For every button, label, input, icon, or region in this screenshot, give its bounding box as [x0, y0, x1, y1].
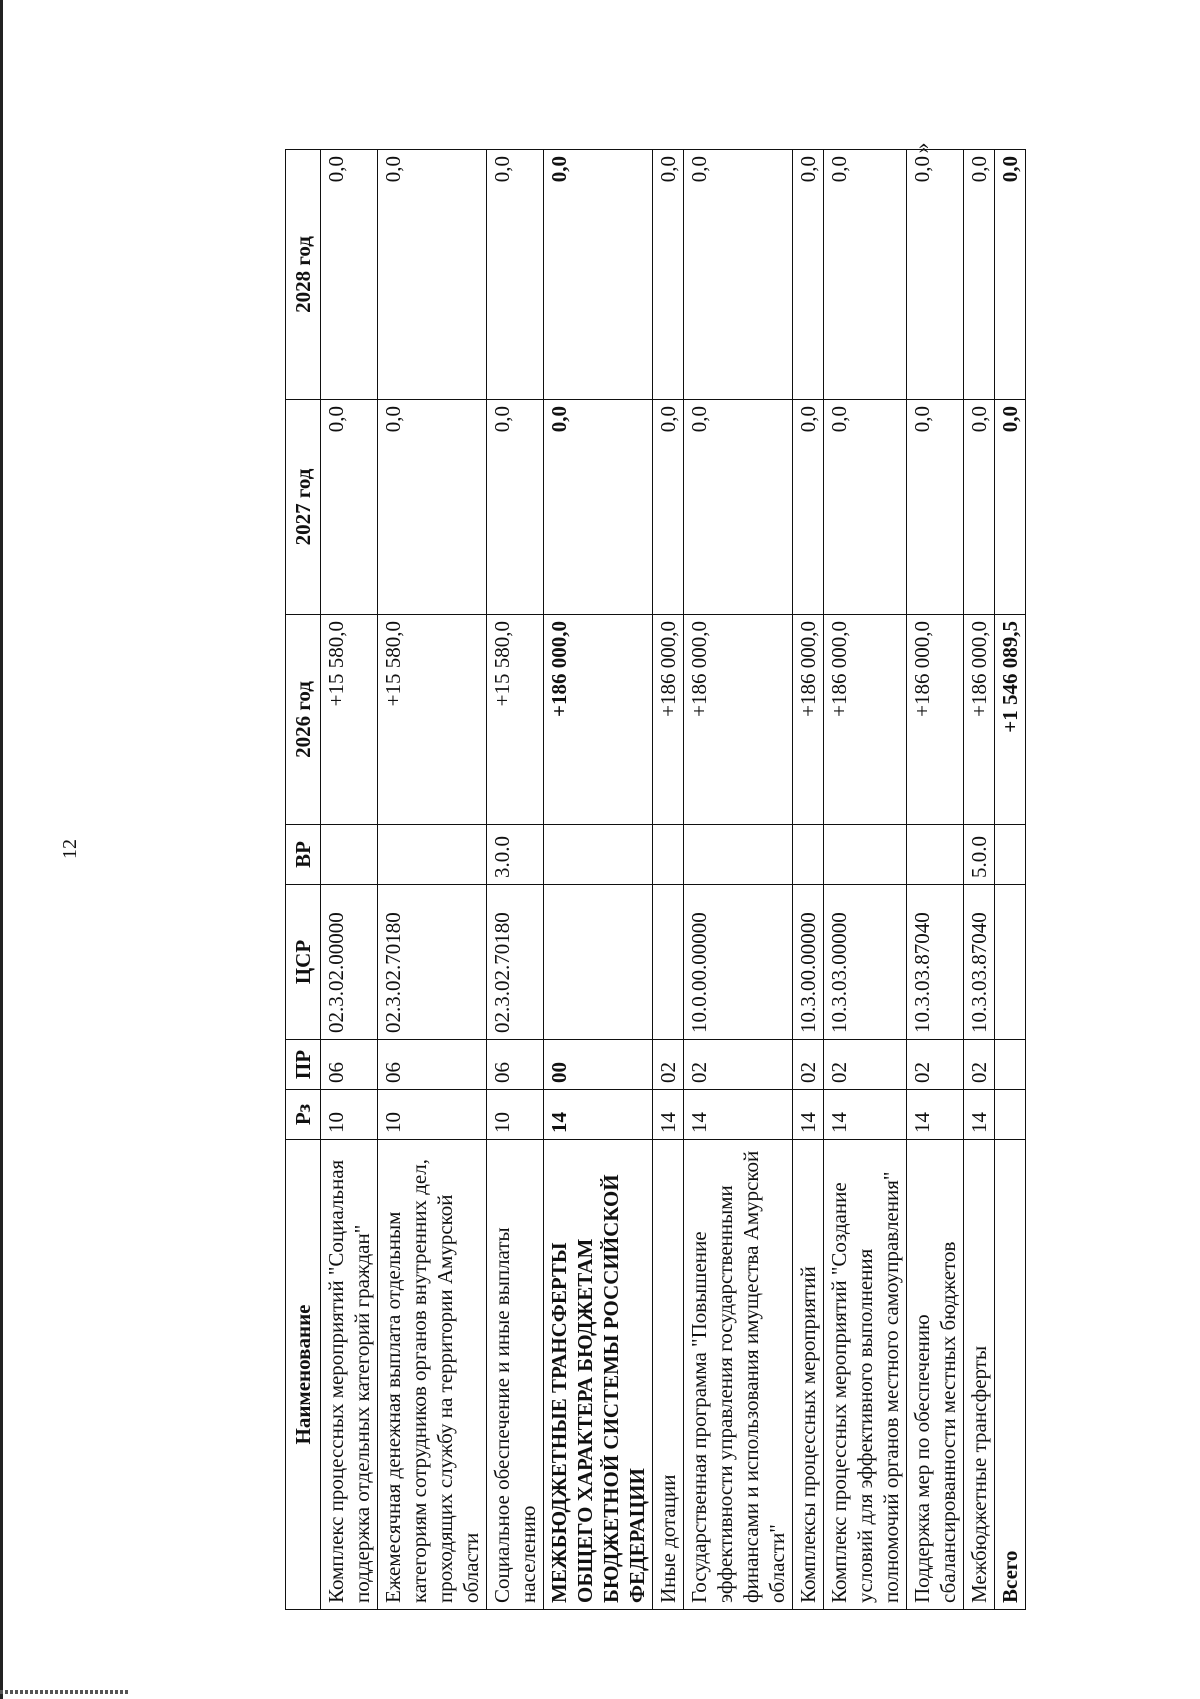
header-vr: ВР — [286, 825, 321, 885]
table-row — [907, 150, 964, 1610]
row-name: Комплекс процессных мероприятий "Создание условий для эффективного выполнения полномочий органов местного самоуправления" — [824, 1140, 907, 1610]
row-2028: 0,0 — [378, 150, 487, 400]
row-csr: 10.3.03.87040 — [907, 885, 964, 1040]
budget-table-container — [285, 150, 1095, 1610]
row-2028: 0,0 — [793, 150, 824, 400]
row-2026: +15 580,0 — [487, 615, 544, 825]
table-row — [824, 150, 907, 1610]
row-vr: 5.0.0 — [964, 825, 995, 885]
row-2027: 0,0 — [684, 400, 793, 615]
row-vr — [824, 825, 907, 885]
row-rz: 10 — [321, 1090, 378, 1140]
table-row — [964, 150, 995, 1610]
row-name: Комплекс процессных мероприятий "Социальная поддержка отдельных категорий граждан" — [321, 1140, 378, 1610]
row-vr — [544, 825, 653, 885]
row-2027: 0,0 — [793, 400, 824, 615]
row-2027: 0,0 — [487, 400, 544, 615]
row-2028: 0,0 — [907, 150, 964, 400]
row-2027: 0,0 — [378, 400, 487, 615]
row-2026: +186 000,0 — [653, 615, 684, 825]
row-csr: 10.0.00.00000 — [684, 885, 793, 1040]
row-2028: 0,0 — [824, 150, 907, 400]
table-row — [487, 150, 544, 1610]
budget-table — [285, 149, 1026, 1610]
row-pr — [995, 1040, 1026, 1090]
row-csr: 02.3.02.00000 — [321, 885, 378, 1040]
row-2028: 0,0 — [995, 150, 1026, 400]
row-name: Комплексы процессных мероприятий — [793, 1140, 824, 1610]
row-rz: 14 — [684, 1090, 793, 1140]
row-2027: 0,0 — [321, 400, 378, 615]
row-vr — [321, 825, 378, 885]
row-2028: 0,0 — [684, 150, 793, 400]
row-2027: 0,0 — [824, 400, 907, 615]
row-csr: 10.3.00.00000 — [793, 885, 824, 1040]
row-2027: 0,0 — [964, 400, 995, 615]
row-2028: 0,0 — [487, 150, 544, 400]
row-name: Всего — [995, 1140, 1026, 1610]
row-name: Ежемесячная денежная выплата отдельным категориям сотрудников органов внутренних дел, проходящих службу на территории Амурской области — [378, 1140, 487, 1610]
header-csr: ЦСР — [286, 885, 321, 1040]
table-row-section — [544, 150, 653, 1610]
row-vr — [995, 825, 1026, 885]
table-row — [684, 150, 793, 1610]
header-2028: 2028 год — [286, 150, 321, 400]
row-2027: 0,0 — [544, 400, 653, 615]
row-rz: 14 — [907, 1090, 964, 1140]
row-vr — [653, 825, 684, 885]
row-csr — [653, 885, 684, 1040]
page-number: 12 — [59, 839, 81, 859]
row-2026: +186 000,0 — [907, 615, 964, 825]
row-pr: 02 — [684, 1040, 793, 1090]
row-rz: 10 — [378, 1090, 487, 1140]
scan-edge — [0, 0, 3, 1699]
row-name: Иные дотации — [653, 1140, 684, 1610]
row-pr: 02 — [824, 1040, 907, 1090]
header-rz: Рз — [286, 1090, 321, 1140]
row-pr: 06 — [321, 1040, 378, 1090]
table-row — [378, 150, 487, 1610]
row-2028: 0,0 — [321, 150, 378, 400]
row-pr: 02 — [653, 1040, 684, 1090]
closing-quote: » — [909, 142, 934, 154]
row-2027: 0,0 — [907, 400, 964, 615]
row-csr: 10.3.03.00000 — [824, 885, 907, 1040]
row-vr — [793, 825, 824, 885]
row-pr: 02 — [964, 1040, 995, 1090]
row-pr: 02 — [793, 1040, 824, 1090]
row-rz: 10 — [487, 1090, 544, 1140]
table-row — [793, 150, 824, 1610]
row-2027: 0,0 — [653, 400, 684, 615]
row-2026: +186 000,0 — [793, 615, 824, 825]
row-rz: 14 — [653, 1090, 684, 1140]
table-row-total — [995, 150, 1026, 1610]
row-2028: 0,0 — [964, 150, 995, 400]
header-2026: 2026 год — [286, 615, 321, 825]
row-2026: +1 546 089,5 — [995, 615, 1026, 825]
row-2026: +186 000,0 — [964, 615, 995, 825]
row-2026: +186 000,0 — [824, 615, 907, 825]
row-2027: 0,0 — [995, 400, 1026, 615]
row-2026: +186 000,0 — [544, 615, 653, 825]
row-csr — [995, 885, 1026, 1040]
row-rz: 14 — [544, 1090, 653, 1140]
table-header-row — [286, 150, 321, 1610]
row-pr: 06 — [487, 1040, 544, 1090]
row-vr — [907, 825, 964, 885]
row-vr — [684, 825, 793, 885]
row-name: Поддержка мер по обеспечению сбалансированности местных бюджетов — [907, 1140, 964, 1610]
row-2028: 0,0 — [653, 150, 684, 400]
row-2026: +186 000,0 — [684, 615, 793, 825]
row-csr: 10.3.03.87040 — [964, 885, 995, 1040]
row-rz: 14 — [964, 1090, 995, 1140]
row-csr: 02.3.02.70180 — [487, 885, 544, 1040]
row-name: Государственная программа "Повышение эффективности управления государственными финансами и использования имущества Амурской области" — [684, 1140, 793, 1610]
row-2026: +15 580,0 — [321, 615, 378, 825]
header-pr: ПР — [286, 1040, 321, 1090]
row-2028: 0,0 — [544, 150, 653, 400]
row-vr: 3.0.0 — [487, 825, 544, 885]
row-rz: 14 — [824, 1090, 907, 1140]
row-name: МЕЖБЮДЖЕТНЫЕ ТРАНСФЕРТЫ ОБЩЕГО ХАРАКТЕРА БЮДЖЕТАМ БЮДЖЕТНОЙ СИСТЕМЫ РОССИЙСКОЙ ФЕДЕРАЦИИ — [544, 1140, 653, 1610]
row-rz: 14 — [793, 1090, 824, 1140]
row-2026: +15 580,0 — [378, 615, 487, 825]
row-pr: 06 — [378, 1040, 487, 1090]
header-2027: 2027 год — [286, 400, 321, 615]
row-name: Межбюджетные трансферты — [964, 1140, 995, 1610]
row-csr — [544, 885, 653, 1040]
table-row — [321, 150, 378, 1610]
row-csr: 02.3.02.70180 — [378, 885, 487, 1040]
row-pr: 02 — [907, 1040, 964, 1090]
table-row — [653, 150, 684, 1610]
row-rz — [995, 1090, 1026, 1140]
row-vr — [378, 825, 487, 885]
scan-mark — [0, 1690, 130, 1694]
row-name: Социальное обеспечение и иные выплаты населению — [487, 1140, 544, 1610]
header-name: Наименование — [286, 1140, 321, 1610]
row-pr: 00 — [544, 1040, 653, 1090]
